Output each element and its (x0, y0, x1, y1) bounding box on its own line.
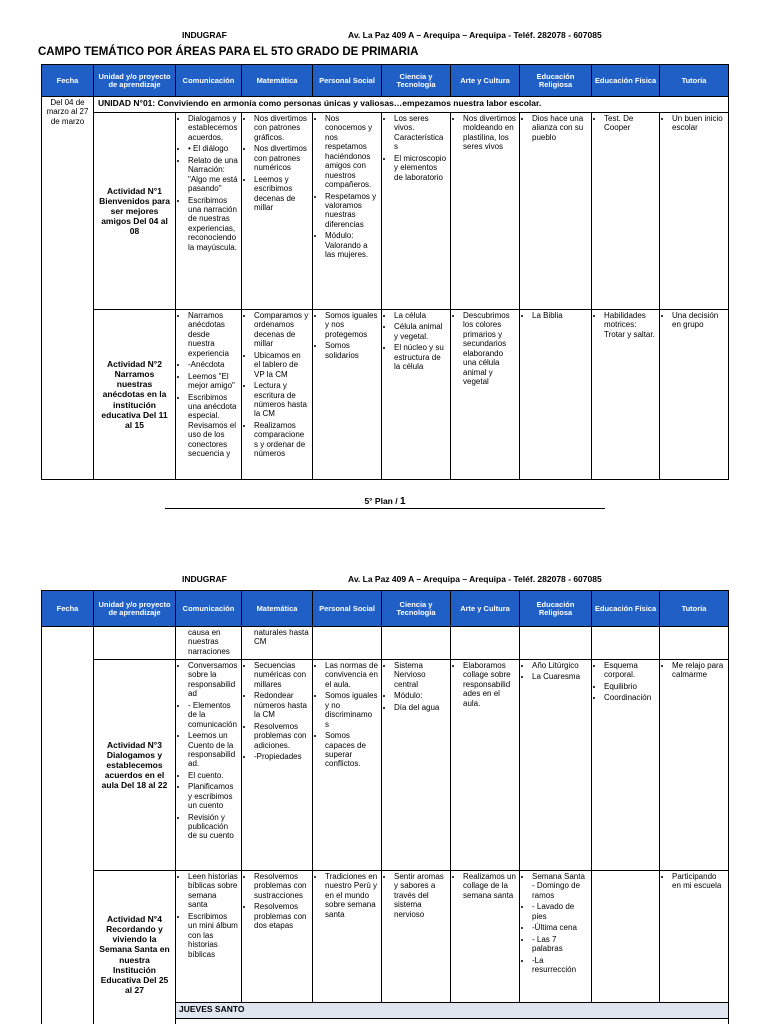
bullet-list (663, 661, 725, 680)
list-item: • Coordinación (604, 693, 656, 702)
bullet-list (523, 114, 588, 142)
activity-cell: Actividad N°1 Bienvenidos para ser mejores amigos Del 04 al 08 (94, 113, 176, 310)
area-cell (176, 310, 242, 480)
bullet-list (385, 114, 447, 182)
date-range-cell: Del 04 de marzo al 27 de marzo (42, 97, 94, 480)
list-item: • Leen historias bíblicas sobre semana santa (188, 872, 238, 910)
list-item: • Comparamos y ordenamos decenas de millar (254, 311, 309, 349)
area-cell (520, 310, 592, 480)
table-row (42, 310, 729, 480)
column-header: Educación Religiosa (520, 591, 592, 627)
list-item: • Ubicamos en el tablero de VP la CM (254, 351, 309, 379)
column-header: Ciencia y Tecnología (382, 591, 451, 627)
area-cell (660, 627, 729, 660)
bullet-list (454, 311, 516, 387)
list-item: • Nos conocemos y nos respetamos haciéndonos amigos con nuestros compañeros. (325, 114, 378, 190)
list-item: • Test. De Cooper (604, 114, 656, 133)
area-cell (242, 310, 313, 480)
area-cell (382, 627, 451, 660)
area-cell (242, 660, 313, 871)
table-row (42, 871, 729, 1003)
list-item: • -Propiedades (254, 752, 309, 761)
list-item: • Nos divertimos con patrones numéricos (254, 144, 309, 172)
list-item: • Semana Santa - Domingo de ramos (532, 872, 588, 900)
list-item: • Módulo: (394, 691, 447, 700)
list-item: • Año Litúrgico (532, 661, 588, 670)
schedule-table-page-1 (41, 64, 729, 480)
area-cell (313, 113, 382, 310)
bullet-list (179, 311, 238, 459)
table-row (42, 660, 729, 871)
bullet-list (316, 311, 378, 360)
column-header: Matemática (242, 591, 313, 627)
column-header: Arte y Cultura (451, 65, 520, 97)
list-item: • El núcleo y su estructura de la célula (394, 343, 447, 371)
table-header-row (42, 65, 729, 97)
jueves-santo-row: JUEVES SANTO (176, 1003, 729, 1019)
list-item: • Respetamos y valoramos nuestras diferencias (325, 192, 378, 230)
table-row (42, 113, 729, 310)
area-cell (176, 660, 242, 871)
bullet-list (595, 114, 656, 133)
list-item: • Equilibrio (604, 682, 656, 691)
list-item: • Dialogamos y establecemos acuerdos. (188, 114, 238, 142)
list-item: • Los seres vivos. Característica s (394, 114, 447, 152)
area-cell (382, 113, 451, 310)
list-item: • -Anécdota (188, 360, 238, 369)
area-cell (313, 871, 382, 1003)
company-name: INDUGRAF (182, 30, 227, 40)
document-title: CAMPO TEMÁTICO POR ÁREAS PARA EL 5TO GRADO DE PRIMARIA (38, 46, 419, 58)
list-item: • -Última cena (532, 923, 588, 932)
list-item: • Narramos anécdotas desde nuestra experiencia (188, 311, 238, 358)
list-item: • Escribimos una narración de nuestras experiencias, reconociendo la mayúscula. (188, 196, 238, 253)
list-item: • Nos divertimos moldeando en plastilina, los seres vivos (463, 114, 516, 152)
list-item: • Esquema corporal. (604, 661, 656, 680)
list-item: • La Cuaresma (532, 672, 588, 681)
bullet-list (385, 311, 447, 372)
area-cell (382, 871, 451, 1003)
list-item: • Me relajo para calmarme (672, 661, 725, 680)
list-item: • Elaboramos collage sobre responsabilid ades en el aula. (463, 661, 516, 708)
activity-cell: Actividad N°2 Narramos nuestras anécdotas en la institución educativa Del 11 al 15 (94, 310, 176, 480)
list-item: • Resolvemos problemas con adiciones. (254, 722, 309, 750)
list-item: • Un buen inicio escolar (672, 114, 725, 133)
column-header: Fecha (42, 65, 94, 97)
column-header: Comunicación (176, 591, 242, 627)
column-header: Unidad y/o proyecto de aprendizaje (94, 65, 176, 97)
column-header: Personal Social (313, 591, 382, 627)
bullet-list (385, 661, 447, 712)
bullet-list (245, 872, 309, 931)
list-item: • Una decisión en grupo (672, 311, 725, 330)
area-cell (660, 871, 729, 1003)
bullet-list (523, 872, 588, 974)
area-cell (451, 627, 520, 660)
column-header: Personal Social (313, 65, 382, 97)
area-cell (520, 660, 592, 871)
area-cell (313, 660, 382, 871)
list-item: • Planificamos y escribimos un cuento (188, 782, 238, 810)
list-item: • Nos divertimos con patrones gráficos. (254, 114, 309, 142)
list-item: • Resolvemos problemas con dos etapas (254, 902, 309, 930)
area-cell (313, 310, 382, 480)
date-range-cell (42, 627, 94, 1024)
bullet-list (663, 872, 725, 891)
bullet-list (663, 311, 725, 330)
column-header: Educación Religiosa (520, 65, 592, 97)
area-cell (592, 113, 660, 310)
area-cell (660, 660, 729, 871)
column-header: Fecha (42, 591, 94, 627)
bullet-list (179, 661, 238, 841)
column-header: Tutoría (660, 65, 729, 97)
list-item: • Somos capaces de superar conflictos. (325, 731, 378, 769)
area-cell (451, 310, 520, 480)
list-item: • - Lavado de pies (532, 902, 588, 921)
activity-cell: Actividad N°4 Recordando y viviendo la Semana Santa en nuestra Institución Educativa Del 25 al 27 (94, 871, 176, 1024)
footer-page-number: 1 (399, 496, 406, 507)
bullet-list (245, 311, 309, 459)
list-item: • Realizamos comparacione s y ordenar de números (254, 421, 309, 459)
list-item: • • El diálogo (188, 144, 238, 153)
list-item: • Descubrimos los colores primarios y secundarios elaborando una célula animal y vegetal (463, 311, 516, 387)
list-item: • Relato de una Narración: "Algo me está pasando" (188, 156, 238, 194)
bullet-list (454, 114, 516, 152)
list-item: • Secuencias numéricas con millares (254, 661, 309, 689)
page-2 (0, 566, 768, 1024)
area-cell (660, 310, 729, 480)
activity-cell: Actividad N°3 Dialogamos y establecemos acuerdos en el aula Del 18 al 22 (94, 660, 176, 871)
area-cell (592, 310, 660, 480)
unit-title-cell: UNIDAD N°01: Conviviendo en armonía como personas únicas y valiosas…empezamos nuestra labor escolar. (94, 97, 729, 113)
area-cell (176, 871, 242, 1003)
company-name: INDUGRAF (182, 574, 227, 584)
bullet-list (595, 311, 656, 339)
list-item: • Escribimos una anécdota especial. Revisamos el uso de los conectores secuencia y (188, 393, 238, 459)
list-item: • Realizamos un collage de la semana santa (463, 872, 516, 900)
bullet-list (179, 872, 238, 959)
list-item: • Módulo: Valorando a las mujeres. (325, 231, 378, 259)
table-row (42, 97, 729, 113)
column-header: Educación Física (592, 591, 660, 627)
bullet-list (523, 311, 588, 320)
list-item: • Resolvemos problemas con sustracciones (254, 872, 309, 900)
bullet-list (454, 872, 516, 900)
column-header: Unidad y/o proyecto de aprendizaje (94, 591, 176, 627)
list-item: • Leemos y escribimos decenas de millar (254, 175, 309, 213)
list-item: • Conversamos sobre la responsabilid ad (188, 661, 238, 699)
list-item: • Leemos un Cuento de la responsabilid ad. (188, 731, 238, 769)
area-cell (382, 660, 451, 871)
list-item: • Lectura y escritura de números hasta la CM (254, 381, 309, 419)
bullet-list (179, 114, 238, 252)
list-item: • Día del agua (394, 703, 447, 712)
list-item: • Revisión y publicación de su cuento (188, 813, 238, 841)
column-header: Arte y Cultura (451, 591, 520, 627)
bullet-list (663, 114, 725, 133)
area-cell (592, 627, 660, 660)
area-cell (242, 113, 313, 310)
list-item: • - Las 7 palabras (532, 935, 588, 954)
area-cell (242, 871, 313, 1003)
area-cell (520, 871, 592, 1003)
company-address: Av. La Paz 409 A – Arequipa – Arequipa - Teléf. 282078 - 607085 (348, 574, 602, 584)
list-item: • Somos iguales y nos protegemos (325, 311, 378, 339)
bullet-list (245, 114, 309, 212)
continued-text: naturales hasta CM (254, 628, 309, 647)
page-footer (165, 496, 605, 509)
area-cell (382, 310, 451, 480)
list-item: • Habilidades motrices: Trotar y saltar. (604, 311, 656, 339)
column-header: Tutoría (660, 591, 729, 627)
bullet-list (316, 872, 378, 919)
footer-label: 5° Plan / (364, 496, 398, 506)
area-cell (592, 871, 660, 1003)
area-cell (451, 660, 520, 871)
area-cell (660, 113, 729, 310)
area-cell (176, 113, 242, 310)
list-item: • El microscopio y elementos de laboratorio (394, 154, 447, 182)
continued-text: causa en nuestras narraciones (188, 628, 230, 656)
list-item: • Participando en mi escuela (672, 872, 725, 891)
list-item: • La célula (394, 311, 447, 320)
table-header-row (42, 591, 729, 627)
list-item: • Sistema Nervioso central (394, 661, 447, 689)
list-item: • Célula animal y vegetal. (394, 322, 447, 341)
list-item: • Tradiciones en nuestro Perú y en el mundo sobre semana santa (325, 872, 378, 919)
list-item: • La Biblia (532, 311, 588, 320)
area-cell (592, 660, 660, 871)
list-item: • - Elementos de la comunicación (188, 701, 238, 729)
bullet-list (595, 661, 656, 703)
list-item: • Leemos "El mejor amigo" (188, 372, 238, 391)
bullet-list (385, 872, 447, 919)
company-address: Av. La Paz 409 A – Arequipa – Arequipa - Teléf. 282078 - 607085 (348, 30, 602, 40)
schedule-table-page-2 (41, 590, 729, 1024)
bullet-list (523, 661, 588, 682)
list-item: • Sentir aromas y sabores a través del sistema nervioso (394, 872, 447, 919)
list-item: • El cuento. (188, 771, 238, 780)
area-cell (176, 627, 242, 660)
bullet-list (316, 114, 378, 260)
list-item: • Las normas de convivencia en el aula. (325, 661, 378, 689)
column-header: Ciencia y Tecnología (382, 65, 451, 97)
column-header: Comunicación (176, 65, 242, 97)
list-item: • Escribimos un mini álbum con las historias bíblicas (188, 912, 238, 959)
list-item: • Somos iguales y no discriminamo s (325, 691, 378, 729)
bullet-list (316, 661, 378, 769)
area-cell (242, 627, 313, 660)
table-row (42, 627, 729, 660)
column-header: Educación Física (592, 65, 660, 97)
empty-row (176, 1019, 729, 1024)
area-cell (451, 113, 520, 310)
area-cell (451, 871, 520, 1003)
bullet-list (245, 661, 309, 761)
list-item: • Redondear números hasta la CM (254, 691, 309, 719)
list-item: • -La resurrección (532, 956, 588, 975)
area-cell (520, 627, 592, 660)
list-item: • Somos solidarios (325, 341, 378, 360)
column-header: Matemática (242, 65, 313, 97)
bullet-list (454, 661, 516, 708)
activity-cell (94, 627, 176, 660)
area-cell (520, 113, 592, 310)
list-item: • Dios hace una alianza con su pueblo (532, 114, 588, 142)
area-cell (313, 627, 382, 660)
